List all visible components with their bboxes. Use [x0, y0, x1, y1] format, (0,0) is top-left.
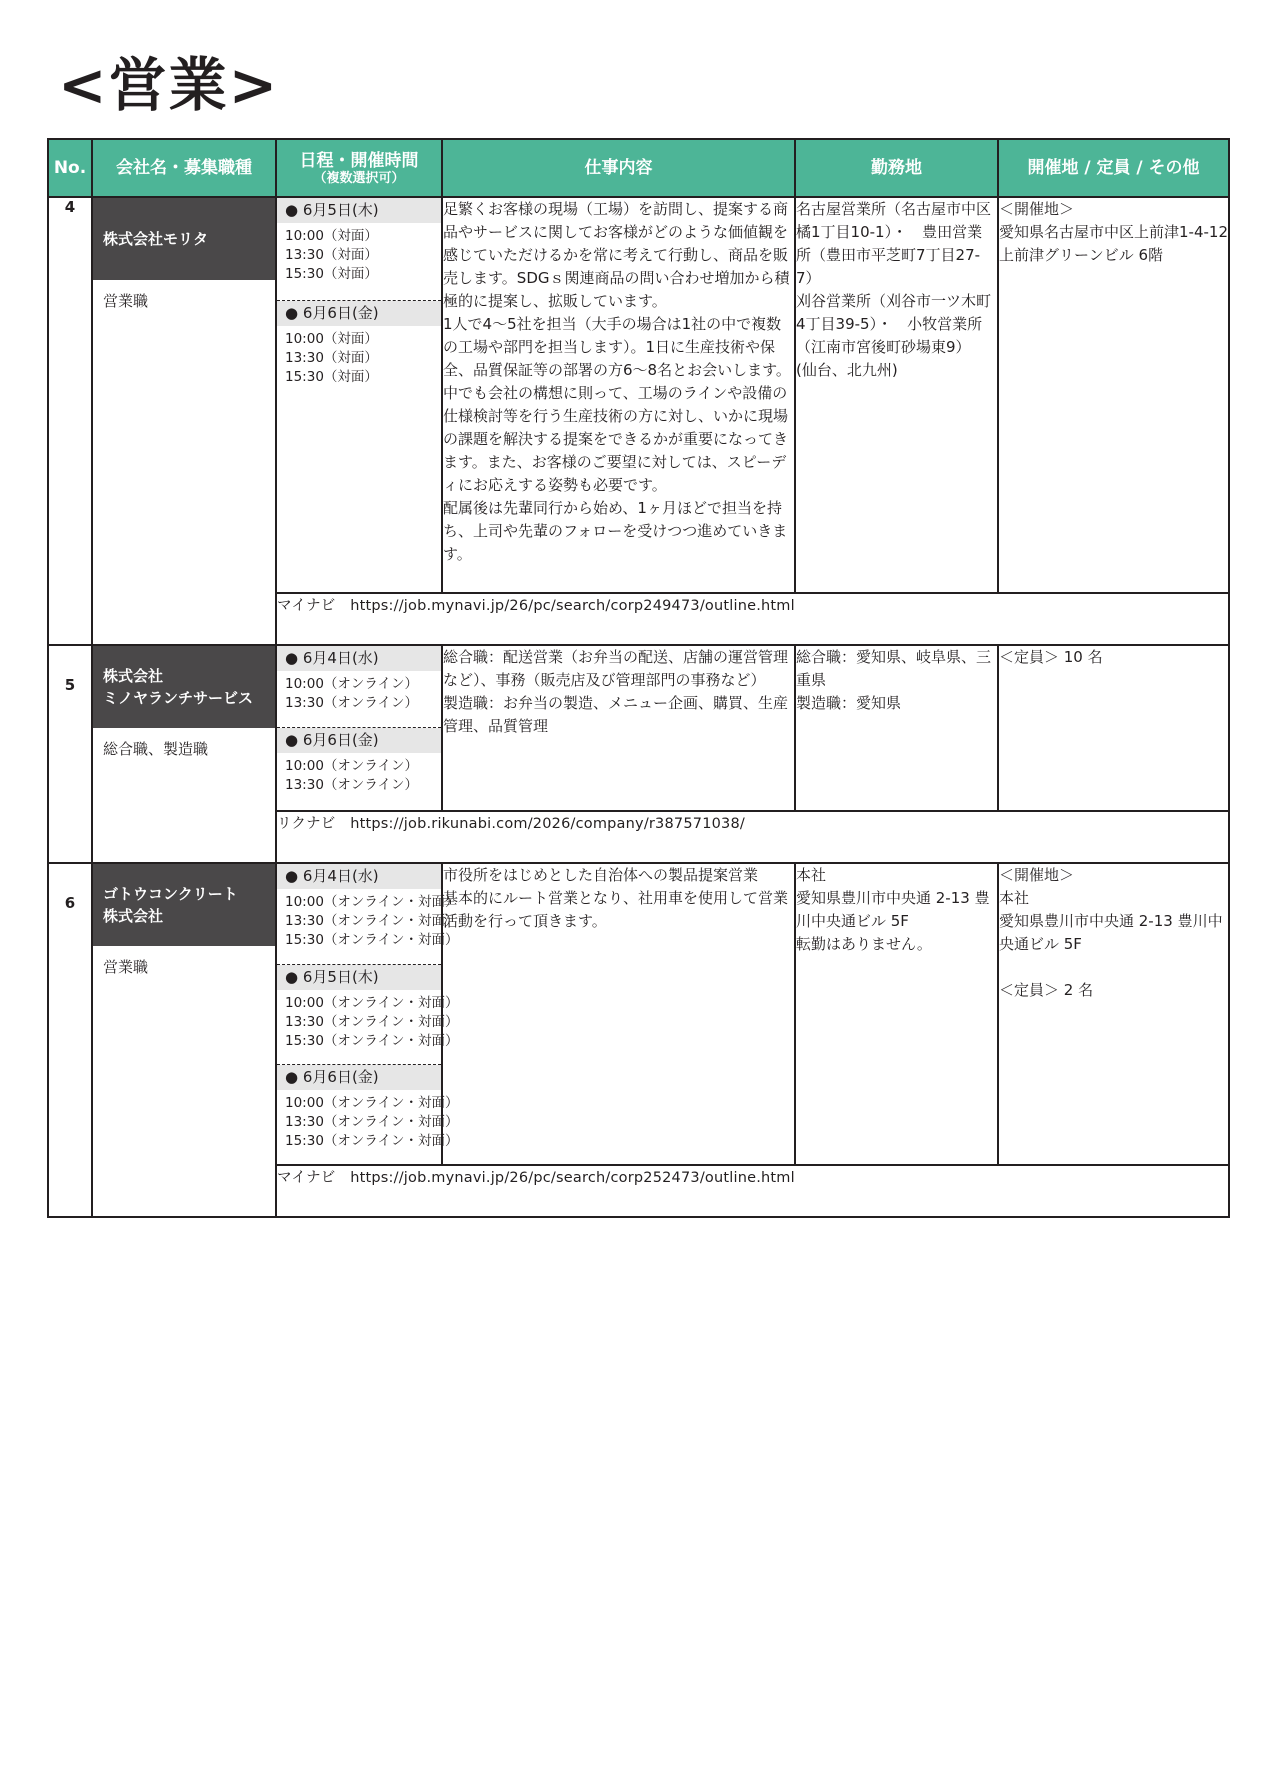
- date-label: ● 6月5日(木): [277, 198, 441, 223]
- job-content-text: 市役所をはじめとした自治体への製品提案営業 基本的にルート営業となり、社用車を使用して営業活動を行って頂きます。: [443, 866, 789, 930]
- date-block: [277, 728, 441, 801]
- time-slot: 10:00（オンライン・対面）: [285, 894, 459, 910]
- time-list: [277, 223, 441, 290]
- company-name: [93, 198, 275, 280]
- company-name-text: [103, 883, 238, 927]
- header-no: No.: [48, 139, 92, 197]
- header-schedule-sub: （複数選択可）: [313, 170, 405, 186]
- time-slot: 10:00（対面）: [285, 331, 378, 347]
- date-block: [277, 965, 459, 1065]
- company-name-line: 株式会社: [103, 667, 164, 685]
- header-venue: 開催地 / 定員 / その他: [998, 139, 1229, 197]
- date-block: [277, 301, 441, 393]
- date-label: ● 6月6日(金): [277, 1065, 441, 1090]
- job-content: [442, 863, 795, 1165]
- time-slot: 10:00（オンライン・対面）: [285, 1095, 459, 1111]
- time-list: [277, 1090, 459, 1157]
- row-number: 6: [48, 863, 92, 1217]
- job-type: 総合職、製造職: [103, 740, 209, 758]
- venue-info: [998, 197, 1229, 593]
- company-name-text: 株式会社モリタ: [103, 230, 209, 248]
- work-location-text: 本社 愛知県豊川市中央通 2-13 豊川中央通ビル 5F 転勤はありません。: [796, 866, 990, 953]
- job-content-text: 足繁くお客様の現場（工場）を訪問し、提案する商品やサービスに関してお客様がどのような価値観を感じていただけるかを常に考えて行動し、商品を販売します。SDGｓ関連商品の問い合わせ増加から積極的に提案し、拡販しています。 1人で4～5社を担当（大手の場合は1社の中で複数の工場や部門を担当します）。1日に生産技術や保全、品質保証等の部署の方6～8名とお会いします。中でも会社の構想に則って、工場のラインや設備の仕様検討等を行う生産技術の方に対し、いかに現場の課題を解決する提案をできるかが重要になってきます。また、お客様のご要望に対しては、スピーディにお応えする姿勢も必要です。 配属後は先輩同行から始め、1ヶ月ほどで担当を持ち、上司や先輩のフォローを受けつつ進めていきます。: [443, 200, 791, 563]
- company-name-line: ミノヤランチサービス: [103, 689, 254, 707]
- time-slot: 13:30（オンライン・対面）: [285, 1014, 459, 1030]
- time-slot: 15:30（対面）: [285, 369, 378, 385]
- header-schedule: [276, 139, 442, 197]
- time-list: [277, 990, 459, 1057]
- venue-info: [998, 645, 1229, 811]
- schedule-cell: [276, 645, 442, 811]
- header-location: 勤務地: [795, 139, 998, 197]
- time-slot: 10:00（オンライン）: [285, 676, 418, 692]
- time-slot: 15:30（対面）: [285, 266, 378, 282]
- time-slot: 13:30（対面）: [285, 350, 378, 366]
- work-location-text: 総合職：愛知県、岐阜県、三重県 製造職：愛知県: [796, 648, 992, 712]
- venue-info-text: ＜定員＞ 10 名: [999, 648, 1103, 666]
- time-slot: 13:30（対面）: [285, 247, 378, 263]
- date-label: ● 6月5日(木): [277, 965, 441, 990]
- schedule-cell: [276, 863, 459, 1165]
- table-header-row: [48, 139, 1229, 197]
- venue-info-text: ＜開催地＞ 本社 愛知県豊川市中央通 2-13 豊川中央通ビル 5F ＜定員＞ 2 名: [999, 866, 1223, 999]
- venue-info-text: ＜開催地＞ 愛知県名古屋市中区上前津1-4-12 上前津グリーンビル 6階: [999, 200, 1229, 264]
- time-list: [277, 671, 441, 719]
- page-title: <営業>: [58, 51, 280, 119]
- table-row: [48, 197, 1229, 593]
- time-list: [277, 326, 441, 393]
- job-site-link[interactable]: マイナビ https://job.mynavi.jp/26/pc/search/corp252473/outline.html: [276, 1165, 1229, 1217]
- company-cell: [92, 197, 276, 645]
- time-list: [277, 889, 459, 956]
- job-site-link[interactable]: リクナビ https://job.rikunabi.com/2026/company/r387571038/: [276, 811, 1229, 863]
- time-slot: 15:30（オンライン・対面）: [285, 932, 459, 948]
- job-site-link[interactable]: マイナビ https://job.mynavi.jp/26/pc/search/corp249473/outline.html: [276, 593, 1229, 645]
- header-company: 会社名・募集職種: [92, 139, 276, 197]
- recruitment-table: [47, 138, 1230, 1218]
- date-label: ● 6月6日(金): [277, 728, 441, 753]
- time-slot: 10:00（オンライン）: [285, 758, 418, 774]
- date-block: [277, 646, 441, 728]
- venue-info: [998, 863, 1229, 1165]
- work-location-text: 名古屋営業所（名古屋市中区橘1丁目10-1）・ 豊田営業所（豊田市平芝町7丁目27-7） 刈谷営業所（刈谷市一ツ木町4丁目39-5）・ 小牧営業所（江南市宮後町砂場東9） (仙台、北九州): [796, 200, 992, 379]
- table-row: [48, 863, 1229, 1165]
- work-location: [795, 645, 998, 811]
- time-list: [277, 753, 441, 801]
- date-label: ● 6月6日(金): [277, 301, 441, 326]
- date-label: ● 6月4日(水): [277, 646, 441, 671]
- company-name: [93, 646, 275, 728]
- company-cell: [92, 863, 276, 1217]
- time-slot: 13:30（オンライン）: [285, 695, 418, 711]
- time-slot: 13:30（オンライン・対面）: [285, 913, 459, 929]
- work-location: [795, 197, 998, 593]
- row-number: 4: [48, 197, 92, 645]
- row-number: 5: [48, 645, 92, 863]
- schedule-cell: [276, 197, 442, 593]
- job-type: 営業職: [103, 292, 149, 310]
- time-slot: 15:30（オンライン・対面）: [285, 1033, 459, 1049]
- company-name: [93, 864, 275, 946]
- time-slot: 10:00（対面）: [285, 228, 378, 244]
- time-slot: 10:00（オンライン・対面）: [285, 995, 459, 1011]
- date-label: ● 6月4日(水): [277, 864, 441, 889]
- company-cell: [92, 645, 276, 863]
- time-slot: 13:30（オンライン・対面）: [285, 1114, 459, 1130]
- work-location: [795, 863, 998, 1165]
- header-schedule-label: 日程・開催時間: [299, 150, 419, 171]
- job-content-text: 総合職：配送営業（お弁当の配送、店舗の運営管理など）、事務（販売店及び管理部門の事務など） 製造職：お弁当の製造、メニュー企画、購買、生産管理、品質管理: [443, 648, 789, 735]
- date-block: [277, 198, 441, 301]
- job-content: [442, 197, 795, 593]
- company-name-text: [103, 665, 253, 709]
- time-slot: 13:30（オンライン）: [285, 777, 418, 793]
- company-name-line: 株式会社: [103, 907, 164, 925]
- date-block: [277, 1065, 459, 1157]
- table-row: [48, 645, 1229, 811]
- header-job-content: 仕事内容: [442, 139, 795, 197]
- date-block: [277, 864, 459, 965]
- company-name-line: ゴトウコンクリート: [103, 885, 238, 903]
- job-content: [442, 645, 795, 811]
- job-type: 営業職: [103, 958, 149, 976]
- time-slot: 15:30（オンライン・対面）: [285, 1133, 459, 1149]
